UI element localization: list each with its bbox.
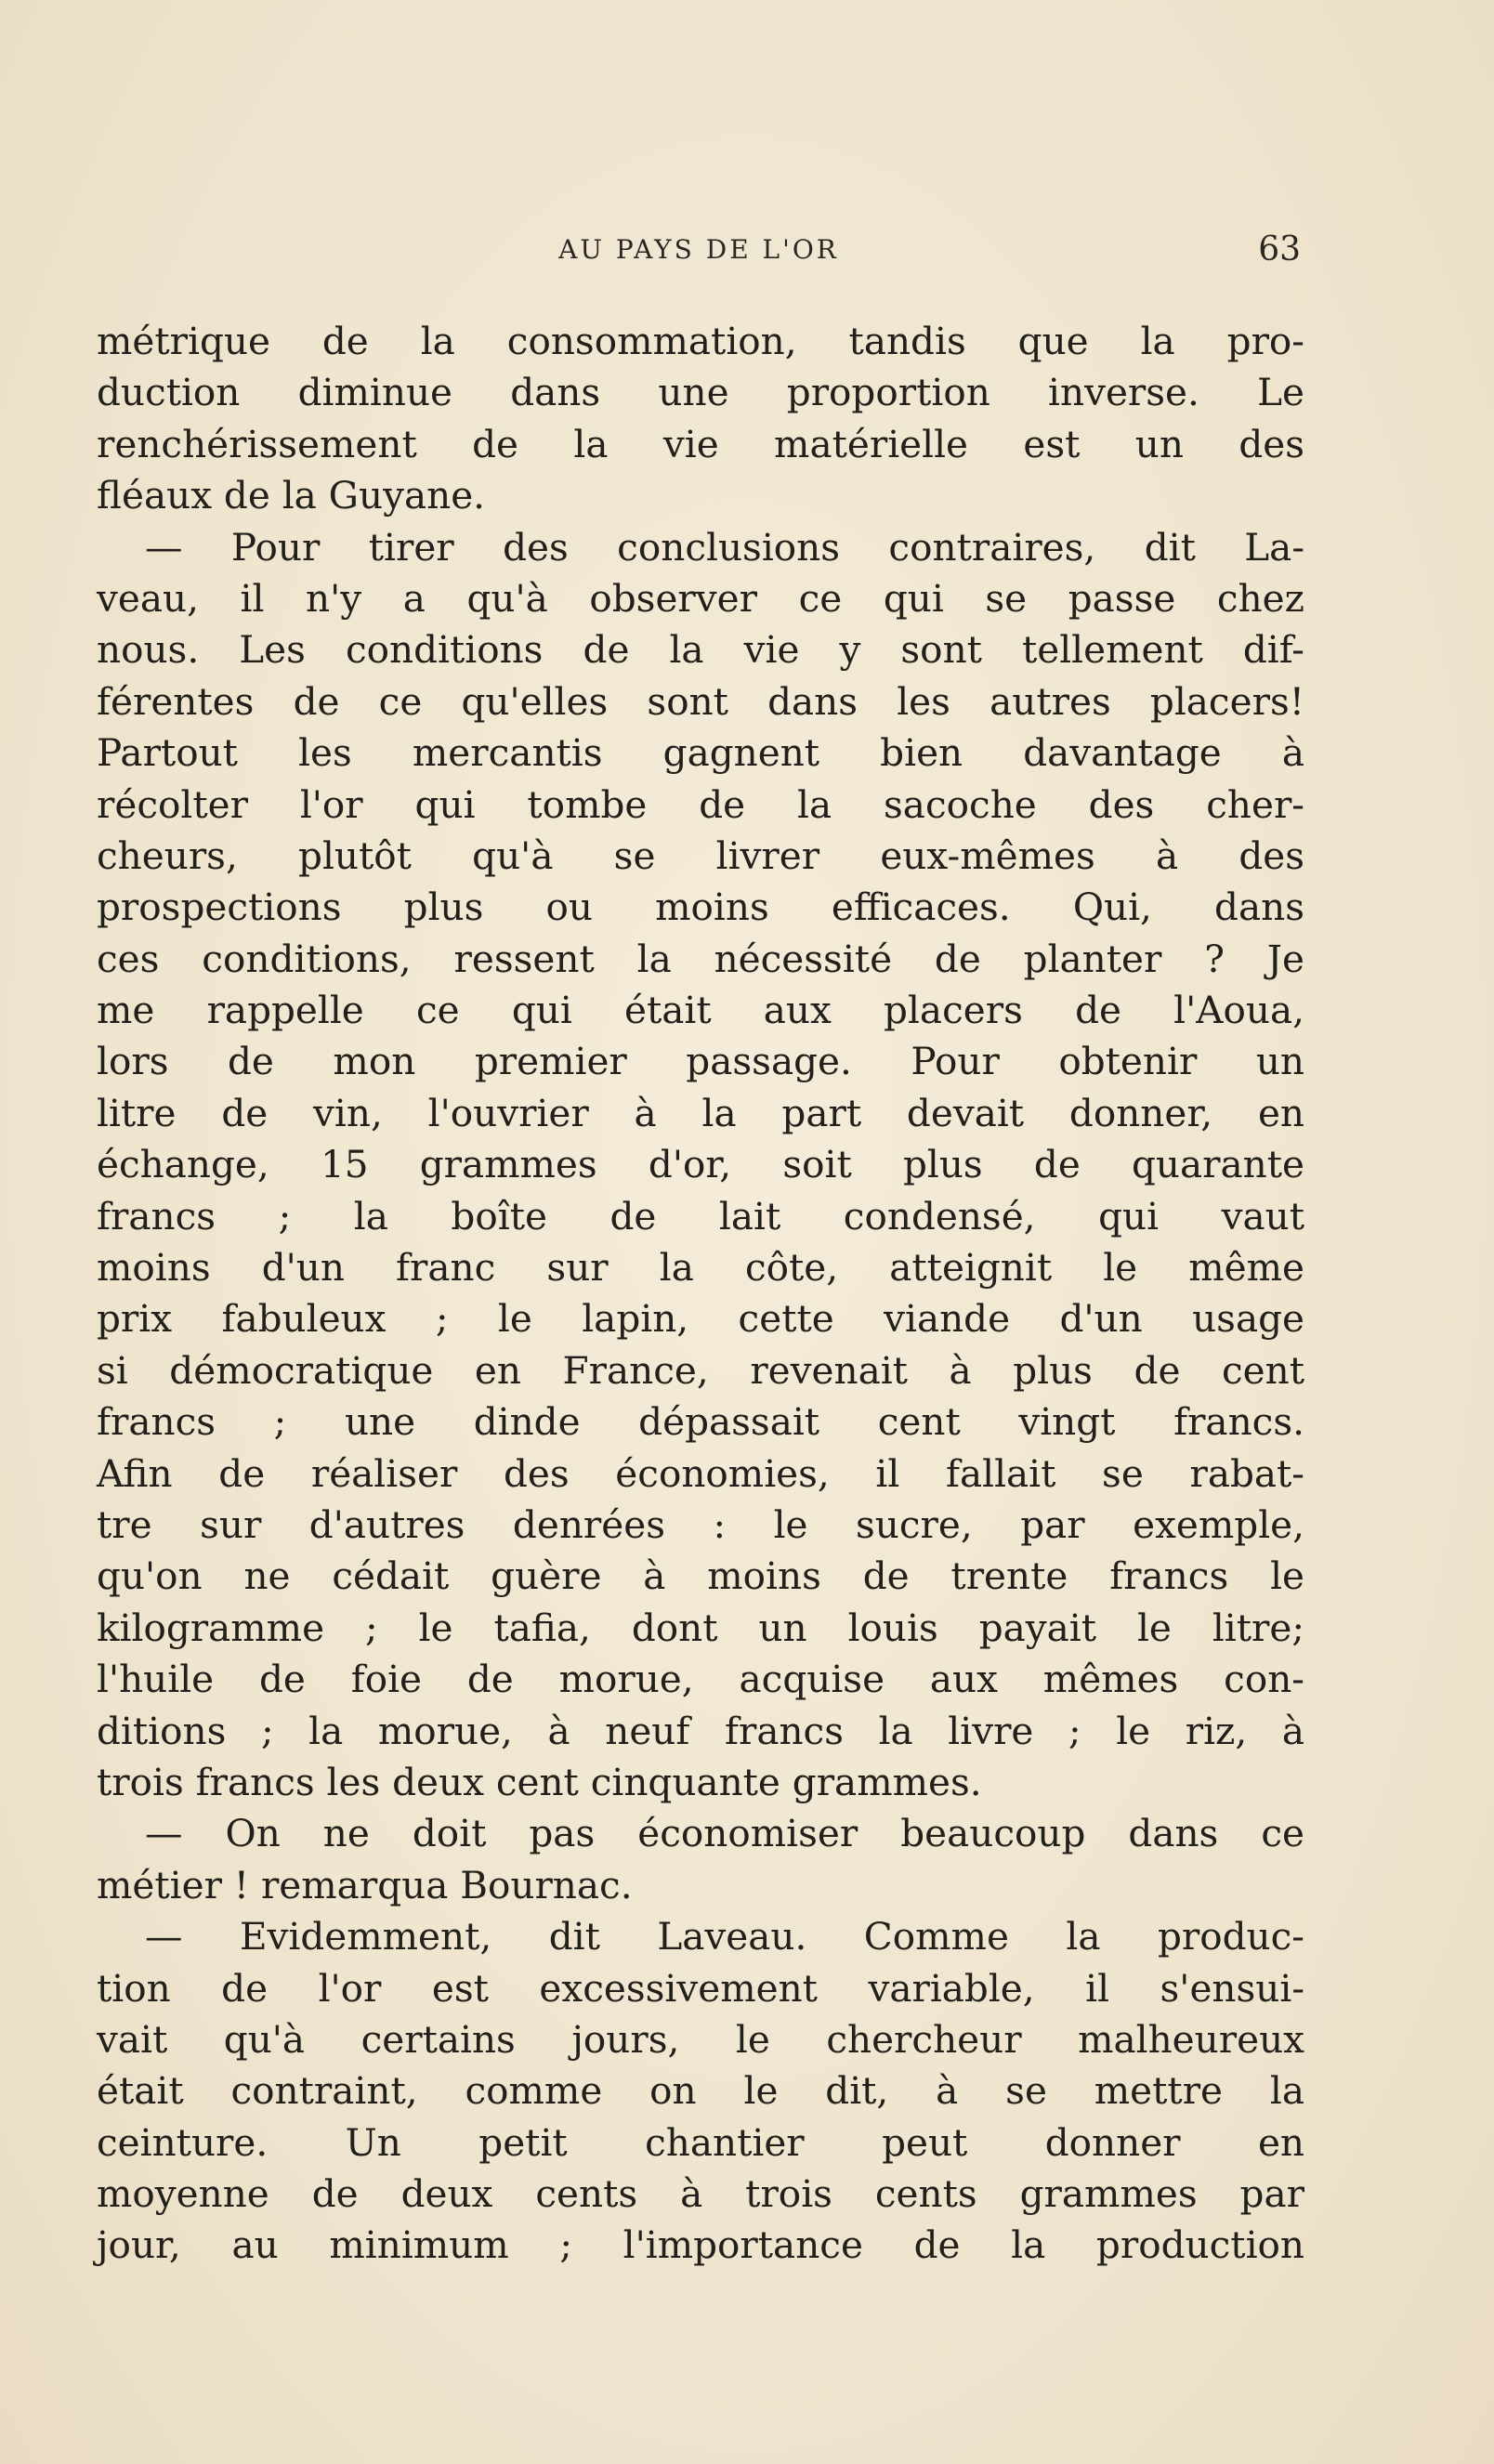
text-line: prix fabuleux ; le lapin, cette viande d'un usage: [97, 1296, 1304, 1342]
text-line: francs ; une dinde dépassait cent vingt francs.: [97, 1399, 1304, 1445]
text-line: veau, il n'y a qu'à observer ce qui se passe chez: [97, 575, 1304, 621]
text-line: — Evidemment, dit Laveau. Comme la produc-: [145, 1914, 1304, 1959]
text-line: me rappelle ce qui était aux placers de l'Aoua,: [97, 988, 1304, 1033]
text-line: récolter l'or qui tombe de la sacoche des cher-: [97, 781, 1304, 827]
text-line: l'huile de foie de morue, acquise aux mêmes con-: [97, 1657, 1304, 1702]
text-line: Afin de réaliser des économies, il fallait se rabat-: [97, 1450, 1304, 1496]
text-line: lors de mon premier passage. Pour obtenir un: [97, 1039, 1304, 1084]
text-line: Partout les mercantis gagnent bien davantage à: [97, 730, 1304, 776]
text-line: francs ; la boîte de lait condensé, qui vaut: [97, 1193, 1304, 1239]
text-line: métrique de la consommation, tandis que la pro-: [97, 319, 1304, 363]
text-line: ditions ; la morue, à neuf francs la livre ; le riz, à: [97, 1708, 1304, 1753]
text-line: kilogramme ; le tafia, dont un louis payait le litre;: [97, 1605, 1304, 1650]
text-line: moyenne de deux cents à trois cents grammes par: [97, 2171, 1304, 2217]
text-line: était contraint, comme on le dit, à se mettre la: [97, 2068, 1304, 2114]
text-line: nous. Les conditions de la vie y sont tellement dif-: [97, 627, 1304, 673]
running-title: AU PAYS DE L'OR: [558, 234, 839, 265]
text-line: férentes de ce qu'elles sont dans les autres placers!: [97, 678, 1304, 724]
text-line: qu'on ne cédait guère à moins de trente francs le: [97, 1553, 1304, 1599]
text-line: vait qu'à certains jours, le chercheur malheureux: [97, 2016, 1304, 2062]
page-number: 63: [1258, 230, 1301, 269]
text-line: jour, au minimum ; l'importance de la production: [97, 2222, 1304, 2268]
text-line: tion de l'or est excessivement variable, il s'ensui-: [97, 1965, 1304, 2011]
text-line: ceinture. Un petit chantier peut donner en: [97, 2119, 1304, 2165]
page-header: [97, 230, 1301, 277]
body-text: [97, 316, 1304, 2272]
text-line: échange, 15 grammes d'or, soit plus de quarante: [97, 1142, 1304, 1187]
text-line: fléaux de la Guyane.: [97, 473, 486, 518]
text-line: litre de vin, l'ouvrier à la part devait donner, en: [97, 1090, 1304, 1135]
text-line: cheurs, plutôt qu'à se livrer eux-mêmes à des: [97, 832, 1304, 878]
text-line: moins d'un franc sur la côte, atteignit le même: [97, 1245, 1304, 1291]
text-line: duction diminue dans une proportion inverse. Le: [97, 370, 1304, 415]
text-line: si démocratique en France, revenait à plus de cent: [97, 1347, 1304, 1393]
text-line: trois francs les deux cent cinquante grammes.: [97, 1759, 982, 1804]
text-line: métier ! remarqua Bournac.: [97, 1862, 633, 1907]
text-line: — Pour tirer des conclusions contraires, dit La-: [145, 524, 1304, 570]
text-line: ces conditions, ressent la nécessité de planter ? Je: [97, 936, 1304, 981]
text-line: prospections plus ou moins efficaces. Qui, dans: [97, 885, 1304, 930]
text-line: — On ne doit pas économiser beaucoup dans ce: [145, 1811, 1304, 1856]
text-line: tre sur d'autres denrées : le sucre, par exemple,: [97, 1501, 1304, 1547]
text-line: renchérissement de la vie matérielle est un des: [97, 421, 1304, 466]
